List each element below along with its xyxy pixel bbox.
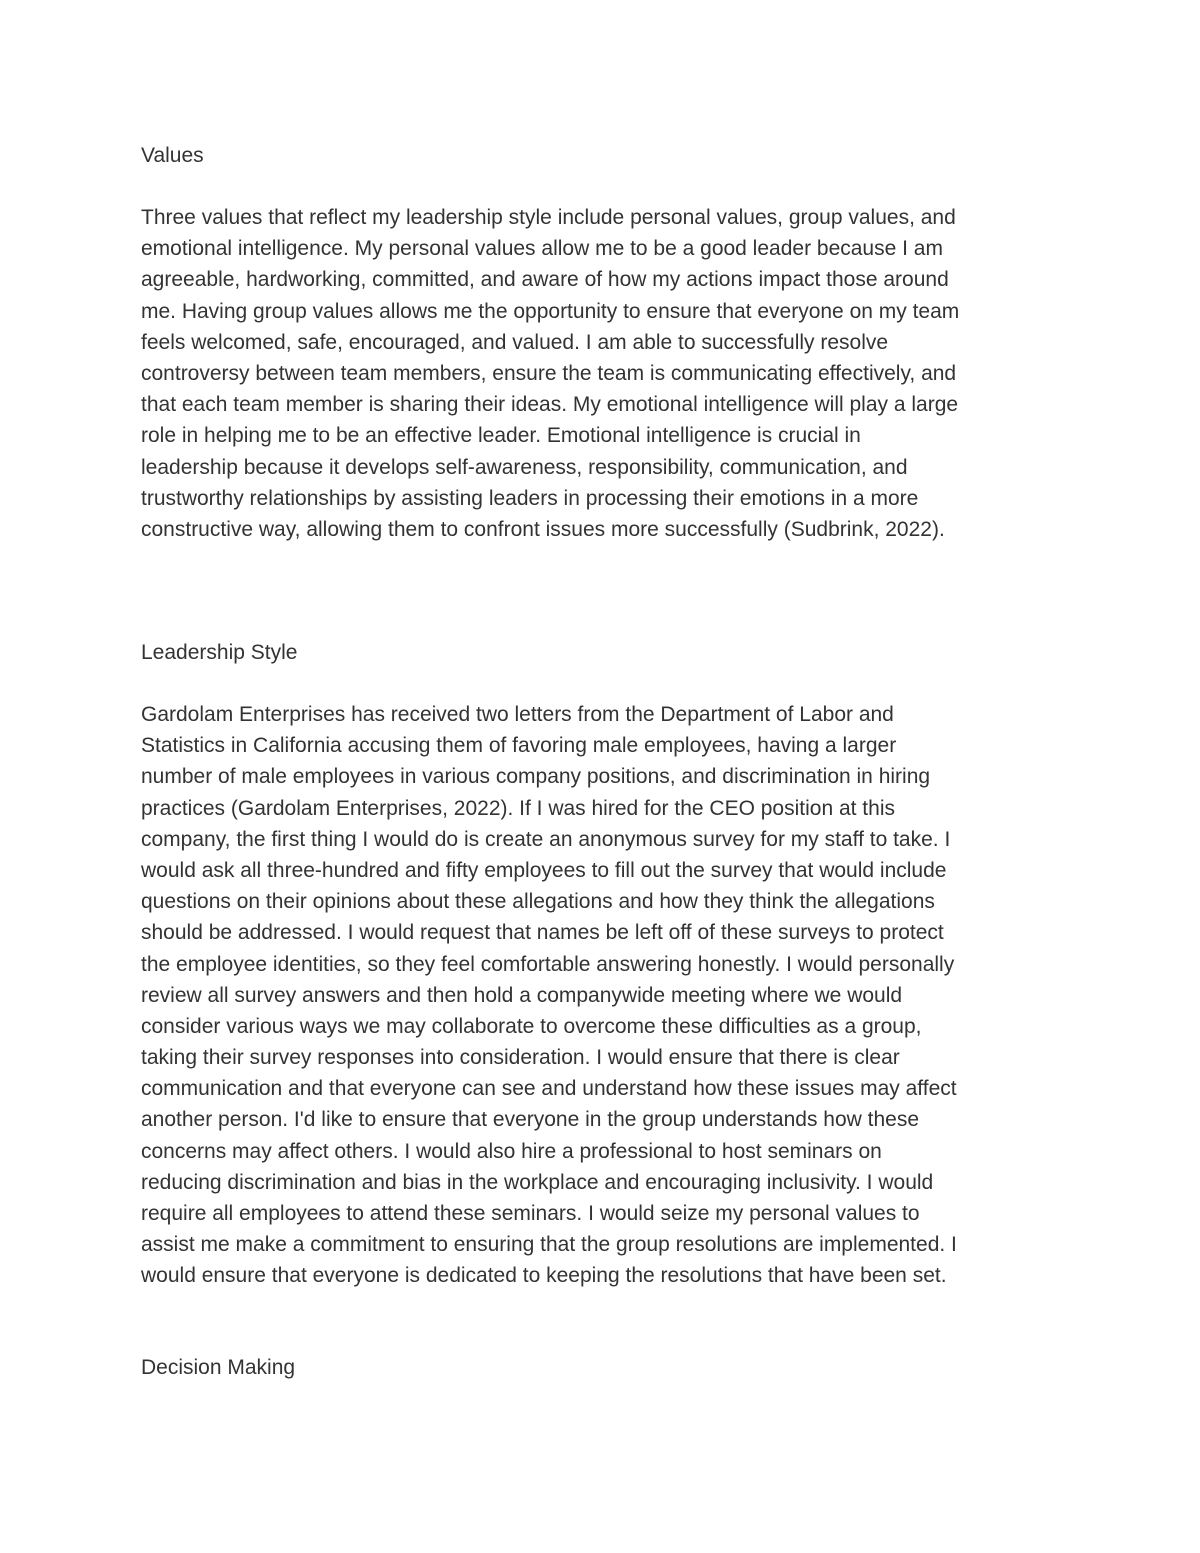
paragraph-line: feels welcomed, safe, encouraged, and valued. I am able to successfully resolve — [141, 330, 889, 354]
paragraph-line: concerns may affect others. I would also hire a professional to host seminars on — [141, 1139, 882, 1163]
paragraph-line: taking their survey responses into consideration. I would ensure that there is clear — [141, 1046, 900, 1070]
paragraph-line: role in helping me to be an effective leader. Emotional intelligence is crucial in — [141, 424, 861, 448]
paragraph-line: require all employees to attend these seminars. I would seize my personal values to — [141, 1202, 920, 1225]
paragraph-line: should be addressed. I would request that names be left off of these surveys to protect — [141, 921, 944, 945]
paragraph-line: Three values that reflect my leadership style include personal values, group values, and — [141, 206, 956, 229]
paragraph-line: another person. I'd like to ensure that everyone in the group understands how these — [141, 1108, 920, 1132]
paragraph-line: communication and that everyone can see and understand how these issues may affect — [141, 1077, 957, 1101]
paragraph-line: controversy between team members, ensure the team is communicating effectively, and — [141, 361, 957, 385]
paragraph-line: number of male employees in various company positions, and discrimination in hiring — [141, 765, 931, 789]
section-body-leadership-style — [141, 699, 1071, 1292]
paragraph-line: the employee identities, so they feel comfortable answering honestly. I would personally — [141, 952, 955, 976]
paragraph-line: trustworthy relationships by assisting leaders in processing their emotions in a more — [141, 486, 919, 510]
paragraph-line: that each team member is sharing their ideas. My emotional intelligence will play a large — [141, 393, 959, 417]
section-body-values — [141, 202, 1071, 545]
paragraph-line: reducing discrimination and bias in the workplace and encouraging inclusivity. I would — [141, 1170, 934, 1194]
paragraph-line: leadership because it develops self-awareness, responsibility, communication, and — [141, 455, 908, 479]
paragraph-line: agreeable, hardworking, committed, and aware of how my actions impact those around — [141, 268, 949, 292]
paragraph-line: review all survey answers and then hold a companywide meeting where we would — [141, 983, 903, 1007]
paragraph-line: constructive way, allowing them to confront issues more successfully (Sudbrink, 2022). — [141, 517, 945, 541]
paragraph-line: Gardolam Enterprises has received two letters from the Department of Labor and — [141, 703, 894, 726]
section-heading-decision-making: Decision Making — [141, 1356, 296, 1379]
section-heading-leadership-style: Leadership Style — [141, 641, 298, 664]
paragraph-line: company, the first thing I would do is create an anonymous survey for my staff to take. I — [141, 827, 951, 851]
paragraph-line: would ensure that everyone is dedicated to keeping the resolutions that have been set. — [141, 1264, 947, 1288]
paragraph-line: Statistics in California accusing them of favoring male employees, having a larger — [141, 734, 897, 758]
paragraph-line: me. Having group values allows me the opportunity to ensure that everyone on my team — [141, 299, 960, 323]
paragraph-line: assist me make a commitment to ensuring that the group resolutions are implemented. I — [141, 1233, 957, 1257]
paragraph-line: consider various ways we may collaborate to overcome these difficulties as a group, — [141, 1014, 922, 1038]
paragraph-line: would ask all three-hundred and fifty employees to fill out the survey that would include — [141, 858, 947, 882]
paragraph-line: emotional intelligence. My personal values allow me to be a good leader because I am — [141, 237, 943, 261]
paragraph-line: questions on their opinions about these allegations and how they think the allegations — [141, 890, 935, 914]
section-heading-values: Values — [141, 144, 204, 167]
paragraph-line: practices (Gardolam Enterprises, 2022). If I was hired for the CEO position at this — [141, 796, 895, 820]
